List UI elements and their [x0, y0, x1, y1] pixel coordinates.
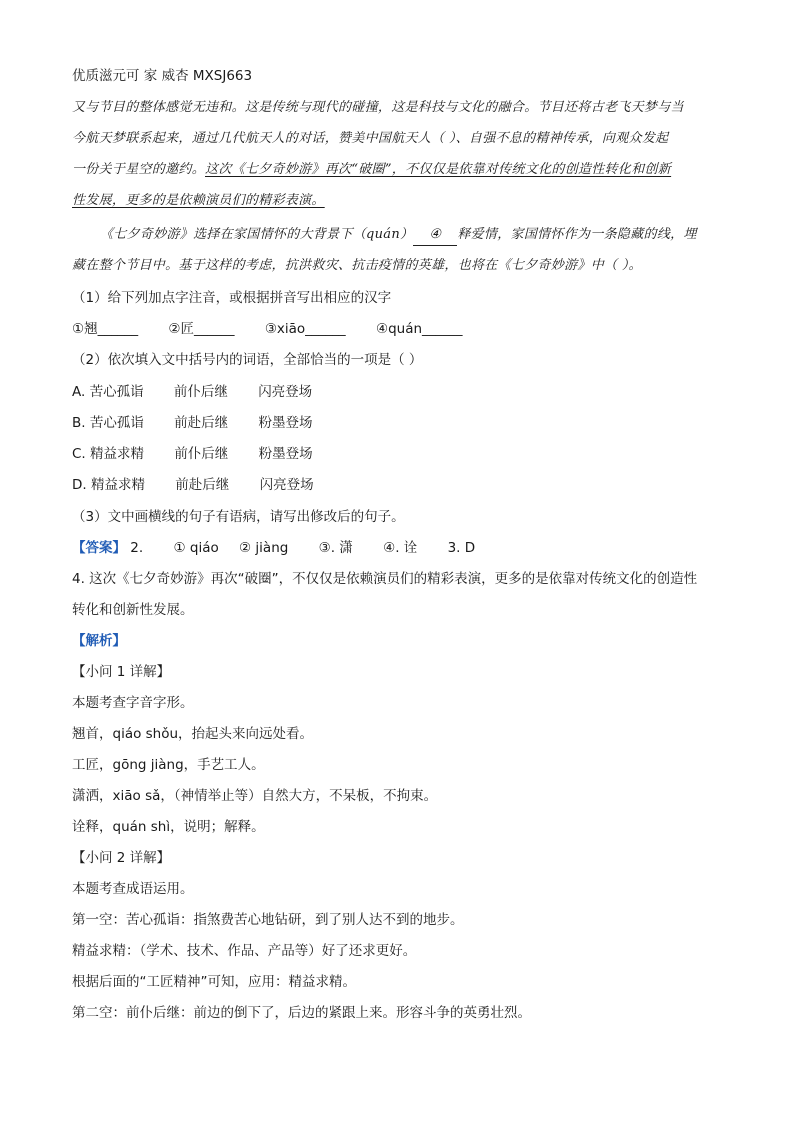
analysis-line: 本题考查字音字形。 — [72, 695, 194, 711]
option-label: B. — [72, 415, 86, 431]
analysis-line: 第二空：前仆后继：前边的倒下了，后边的紧跟上来。形容斗争的英勇壮烈。 — [72, 1005, 531, 1021]
question-1: （1）给下列加点字注音，或根据拼音写出相应的汉字 — [72, 290, 392, 306]
question-1-items — [72, 319, 722, 339]
passage-text: 《七夕奇妙游》选择在家国情怀的大背景下（quán） — [100, 227, 414, 242]
answer-q4: 4. 这次《七夕奇妙游》再次“破圈”，不仅仅是依赖演员们的精彩表演，更多的是依靠对传统文化的创造性 — [72, 571, 698, 587]
answer-item: ① qiáo — [173, 540, 219, 556]
option-word: 前仆后继 — [174, 446, 229, 462]
analysis-line: 精益求精：（学术、技术、作品、产品等）好了还求更好。 — [72, 943, 417, 959]
question-2: （2）依次填入文中括号内的词语，全部恰当的一项是（ ） — [72, 352, 423, 368]
subquestion-heading: 【小问 1 详解】 — [72, 664, 171, 680]
answer-item: ② jiàng — [239, 540, 289, 556]
subquestion-heading: 【小问 2 详解】 — [72, 850, 171, 866]
option-word: 苦心孤诣 — [89, 384, 144, 400]
option-b — [72, 413, 722, 433]
option-label: C. — [72, 446, 86, 462]
option-a — [72, 382, 722, 402]
underlined-sentence: 这次《七夕奇妙游》再次“破圈”，不仅仅是依靠对传统文化的创造性转化和创新 — [205, 162, 672, 177]
page-header: 优质滋元可 家 威杏 MXSJ663 — [72, 68, 253, 84]
analysis-line: 诠释，quán shì，说明；解释。 — [72, 819, 265, 835]
q1-item: ①翘______ — [72, 321, 139, 337]
analysis-label: 【解析】 — [72, 633, 126, 649]
answer-item: ④. 诠 — [383, 540, 418, 556]
option-word: 精益求精 — [90, 446, 145, 462]
option-word: 闪亮登场 — [259, 477, 314, 493]
option-word: 精益求精 — [90, 477, 145, 493]
analysis-line: 翘首，qiáo shǒu，抬起头来向远处看。 — [72, 726, 314, 742]
option-label: A. — [72, 384, 86, 400]
answer-label: 【答案】 — [72, 540, 126, 556]
analysis-line: 根据后面的“工匠精神”可知，应用：精益求精。 — [72, 974, 356, 990]
answer-intro: 2. — [130, 540, 144, 556]
passage-text: 一份关于星空的邀约。 — [72, 162, 206, 177]
answer-item: ③. 潇 — [318, 540, 353, 556]
option-word: 粉墨登场 — [258, 415, 313, 431]
answer-line — [72, 538, 722, 558]
passage-text: 释爱情，家国情怀作为一条隐藏的线，埋 — [457, 227, 697, 242]
passage-line: 藏在整个节目中。基于这样的考虑，抗洪救灾、抗击疫情的英雄，也将在《七夕奇妙游》中（ ）。 — [72, 258, 642, 273]
option-word: 粉墨登场 — [258, 446, 313, 462]
passage-line — [72, 160, 722, 180]
option-label: D. — [72, 477, 87, 493]
option-word: 前赴后继 — [175, 477, 230, 493]
analysis-line: 第一空：苦心孤诣：指煞费苦心地钻研，到了别人达不到的地步。 — [72, 912, 464, 928]
option-word: 苦心孤诣 — [89, 415, 144, 431]
answer-q3: 3. D — [447, 540, 476, 556]
option-word: 前赴后继 — [174, 415, 229, 431]
question-3: （3）文中画横线的句子有语病，请写出修改后的句子。 — [72, 509, 405, 525]
answer-q4: 转化和创新性发展。 — [72, 602, 194, 618]
q1-item: ④quán______ — [375, 321, 463, 337]
passage-line — [72, 225, 722, 246]
fill-blank: ④ — [413, 225, 457, 246]
option-word: 前仆后继 — [173, 384, 228, 400]
q1-item: ③xiāo______ — [264, 321, 346, 337]
passage-line: 今航天梦联系起来，通过几代航天人的对话，赞美中国航天人（ ）、自强不息的精神传承，向观众发起 — [72, 131, 669, 146]
underlined-sentence: 性发展，更多的是依赖演员们的精彩表演。 — [72, 193, 325, 208]
option-d — [72, 475, 722, 495]
passage-line: 又与节目的整体感觉无违和。这是传统与现代的碰撞，这是科技与文化的融合。节目还将古老飞天梦与当 — [72, 100, 684, 115]
option-c — [72, 444, 722, 464]
passage-line — [72, 191, 722, 211]
analysis-line: 本题考查成语运用。 — [72, 881, 194, 897]
q1-item: ②匠______ — [168, 321, 235, 337]
analysis-line: 工匠，gōng jiàng，手艺工人。 — [72, 757, 265, 773]
analysis-line: 潇洒，xiāo sǎ，（神情举止等）自然大方，不呆板，不拘束。 — [72, 788, 438, 804]
option-word: 闪亮登场 — [258, 384, 313, 400]
